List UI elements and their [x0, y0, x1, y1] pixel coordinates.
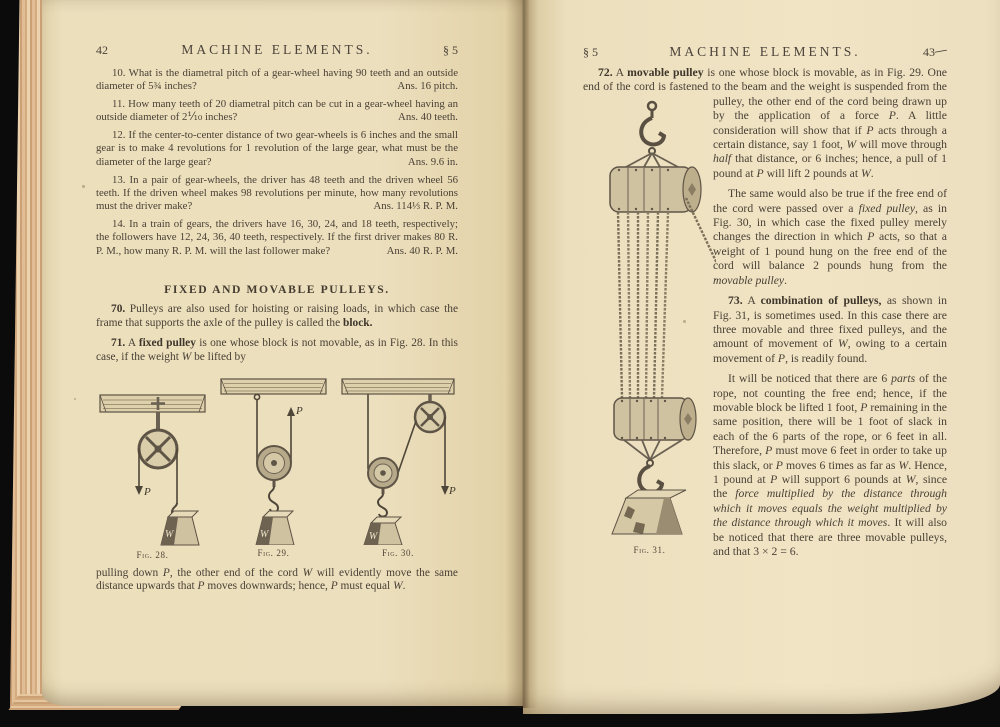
page-speck: [74, 398, 76, 400]
question-item: [96, 67, 458, 94]
page-edge-stack-left: [10, 0, 44, 708]
question-text: 13. In a pair of gear-wheels, the driver has 48 teeth and the driven wheel 56 teeth. If the driven wheel makes 98 revolutions per minute, how many revolutions must the driver make?: [96, 173, 458, 213]
question-list: [96, 67, 458, 258]
running-title: MACHINE ELEMENTS.: [181, 42, 373, 57]
question-text: 10. What is the diametral pitch of a gear-wheel having 90 teeth and an outside diameter of 5¾ inches?: [96, 67, 458, 93]
running-header-right: [583, 44, 947, 60]
block-and-tackle-illustration: [598, 98, 716, 536]
paragraph-70: 70. Pulleys are also used for hoisting or raising loads, in which case the frame that supports the axle of the pulley is called the block.: [96, 302, 458, 329]
answer-text: Ans. 9.6 in.: [407, 155, 458, 168]
force-label: P: [144, 485, 151, 498]
left-page: [42, 0, 523, 706]
movable-pulley-illustration: [217, 377, 330, 545]
paragraph-71: 71. A fixed pulley is one whose block is not movable, as in Fig. 28. In this case, if the weight W be lifted by: [96, 337, 458, 363]
figure-29: [217, 377, 330, 558]
figure-caption: Fig. 29.: [257, 547, 290, 558]
page-number: [901, 42, 948, 60]
figure-caption: Fig. 28.: [136, 549, 169, 560]
question-text: 11. How many teeth of 20 diametral pitch can be cut in a gear-wheel having an outside diameter of 2⅒ inches?: [96, 98, 458, 124]
question-text: 12. If the center-to-center distance of two gear-wheels is 6 inches and the small gear is to make 4 revolutions for 1 revolution of the large gear, what must be the diameter of the large gear?: [96, 129, 458, 168]
question-item: [96, 129, 458, 169]
fixed-pulley-illustration: [96, 385, 209, 547]
answer-text: Ans. 40 R. P. M.: [386, 244, 458, 257]
question-item: [96, 98, 458, 125]
question-item: [96, 174, 458, 214]
force-label: P: [296, 404, 303, 417]
weight-label: W: [260, 528, 269, 540]
page-number: 42: [96, 43, 108, 57]
question-text: 14. In a train of gears, the drivers have 16, 30, 24, and 18 teeth, respectively; the followers have 12, 24, 36, 40 teeth, respectively. If the first driver makes 80 R. P. M., how many R. P. M. will the last follower make?: [96, 217, 458, 257]
figure-28: [96, 385, 209, 560]
question-item: [96, 218, 458, 258]
running-header-left: [96, 42, 458, 58]
pulley-figures-row: [96, 377, 458, 560]
section-mark: § 5: [443, 43, 458, 57]
pen-mark: —: [933, 42, 948, 58]
page-number-text: 43: [923, 45, 935, 59]
page-speck: [82, 185, 85, 188]
right-page: [523, 0, 1000, 714]
paragraph-72-text-b: of the cord being drawn up by the application of a force P. A little consideration will show that if P acts through a certain distance, say 1 foot, W will move through half that distance, or 6 inches; hence, a pull of 1 pound at P will lift 2 pounds at W.: [713, 94, 947, 180]
force-label: P: [449, 484, 456, 497]
paragraph-72-continued: The same would also be true if the free end of the cord were passed over a fixed pulley, as in Fig. 30, in which case the fixed pulley merely changes the direction in which P acts, so that a weight of 1 pound hung on the free end of the cord will balance 2 pounds hung from the movable pulley.: [713, 187, 948, 287]
section-heading: FIXED AND MOVABLE PULLEYS.: [164, 282, 390, 296]
figure-caption: Fig. 31.: [633, 545, 666, 556]
answer-text: Ans. 16 pitch.: [397, 80, 458, 93]
answer-text: Ans. 114⅓ R. P. M.: [373, 200, 458, 213]
answer-text: Ans. 40 teeth.: [398, 111, 458, 124]
weight-label: W: [165, 528, 174, 540]
combined-pulley-illustration: [338, 377, 458, 545]
section-mark: § 5: [583, 45, 598, 59]
figure-caption: Fig. 30.: [382, 547, 414, 558]
figure-31: [583, 98, 701, 558]
running-title: MACHINE ELEMENTS.: [669, 44, 861, 59]
figure-30: [338, 377, 458, 558]
weight-label: W: [369, 530, 378, 542]
open-book: [10, 0, 1000, 714]
paragraph-73-continued: It will be noticed that there are 6 parts of the rope, not counting the free end; hence, if the movable block be lifted 1 foot, P remaining in the same position, there will be 1 foot of slack in each of the 6 parts of the rope, or 6 feet in all. Therefore, P must move 6 feet in order to take up this slack, or P moves 6 times as far as W. Hence, 1 pound at P will support 6 pounds at W, since the force multiplied by the distance through which it moves equals the weight multiplied by the distance through which it moves. It will also be noticed that there are three movable pulleys, and that 3 × 2 = 6.: [713, 372, 948, 558]
paragraph-73: 73. A combination of pulleys, as shown in Fig. 31, is sometimes used. In this case there are three movable and three fixed pulleys, and the amount of movement of W, owing to a certain movement of P, is readily found.: [713, 294, 947, 365]
paragraph-72-text-a: 72. A movable pulley is one whose block is movable, as in Fig. 29. One end of the cord is fastened to the beam and the weight is suspended from the pulley, the other end: [583, 66, 947, 108]
paragraph-71-continuation: pulling down P, the other end of the cord W will evidently move the same distance upwards that P moves downwards; hence, P must equal W.: [96, 566, 458, 593]
